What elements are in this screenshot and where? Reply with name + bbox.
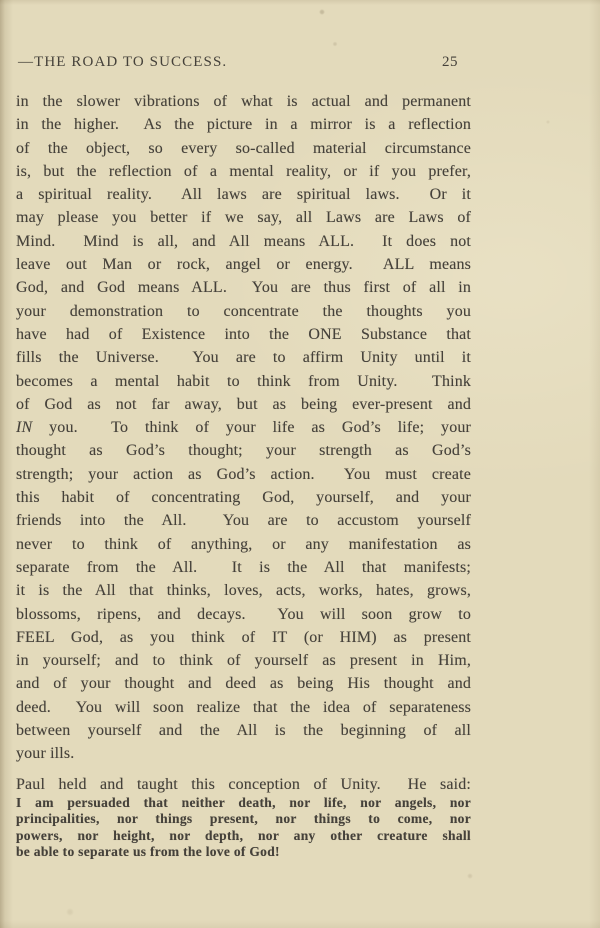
scripture-quote-line: principalities, nor things present, nor things to come, nor: [16, 811, 471, 827]
body-text-line: FEEL God, as you think of IT (or HIM) as present: [16, 628, 471, 646]
body-paragraph: [16, 90, 471, 766]
body-text-line: never to think of anything, or any manifestation as: [16, 535, 471, 553]
body-text-line: it is the All that thinks, loves, acts, works, hates, grows,: [16, 582, 471, 600]
body-text-line: of God as not far away, but as being ever-present and: [16, 395, 471, 413]
body-text-line: leave out Man or rock, angel or energy. ALL means: [16, 256, 471, 274]
body-text-line: this habit of concentrating God, yourself, and your: [16, 489, 471, 507]
body-text-line: your demonstration to concentrate the thoughts you: [16, 302, 471, 320]
body-text-line: blossoms, ripens, and decays. You will soon grow to: [16, 605, 471, 623]
body-text-line: and of your thought and deed as being His thought and: [16, 675, 471, 693]
body-text-line: a spiritual reality. All laws are spiritual laws. Or it: [16, 186, 471, 204]
body-text-line: have had of Existence into the ONE Substance that: [16, 325, 471, 343]
running-header: [18, 54, 458, 71]
paul-paragraph-line: Paul held and taught this conception of Unity. He said:: [16, 776, 471, 793]
scripture-quote-line: I am persuaded that neither death, nor life, nor angels, nor: [16, 795, 471, 810]
body-text-line: fills the Universe. You are to affirm Unity until it: [16, 349, 471, 367]
scripture-quote-line: be able to separate us from the love of God!: [16, 844, 280, 860]
scripture-quote: [16, 795, 471, 861]
body-text-line: of the object, so every so-called material circumstance: [16, 139, 471, 157]
body-text-line: in the slower vibrations of what is actual and permanent: [16, 93, 471, 110]
body-text-line: deed. You will soon realize that the idea of separateness: [16, 698, 471, 716]
body-text-line: friends into the All. You are to accustom yourself: [16, 512, 471, 530]
page-number: 25: [442, 54, 458, 70]
body-text-line: strength; your action as God’s action. You must create: [16, 465, 471, 483]
paul-paragraph: [16, 773, 471, 796]
body-text-line: IN you. To think of your life as God’s life; your: [16, 419, 471, 437]
body-text-line: God, and God means ALL. You are thus first of all in: [16, 279, 471, 297]
body-text-line: Mind. Mind is all, and All means ALL. It does not: [16, 232, 471, 250]
body-text-line: between yourself and the All is the beginning of all: [16, 722, 471, 740]
body-text-line: in the higher. As the picture in a mirror is a reflection: [16, 116, 471, 134]
body-text-line: becomes a mental habit to think from Unity. Think: [16, 372, 471, 390]
scripture-quote-line: powers, nor height, nor depth, nor any other creature shall: [16, 827, 471, 843]
running-title: —THE ROAD TO SUCCESS.: [18, 54, 228, 70]
body-text-line: separate from the All. It is the All that manifests;: [16, 558, 471, 576]
body-text-line: your ills.: [16, 745, 75, 763]
body-text-line: in yourself; and to think of yourself as present in Him,: [16, 652, 471, 670]
body-text-line: thought as God’s thought; your strength as God’s: [16, 442, 471, 460]
body-text-line: is, but the reflection of a mental reality, or if you prefer,: [16, 162, 471, 180]
body-text-line: may please you better if we say, all Laws are Laws of: [16, 209, 471, 227]
